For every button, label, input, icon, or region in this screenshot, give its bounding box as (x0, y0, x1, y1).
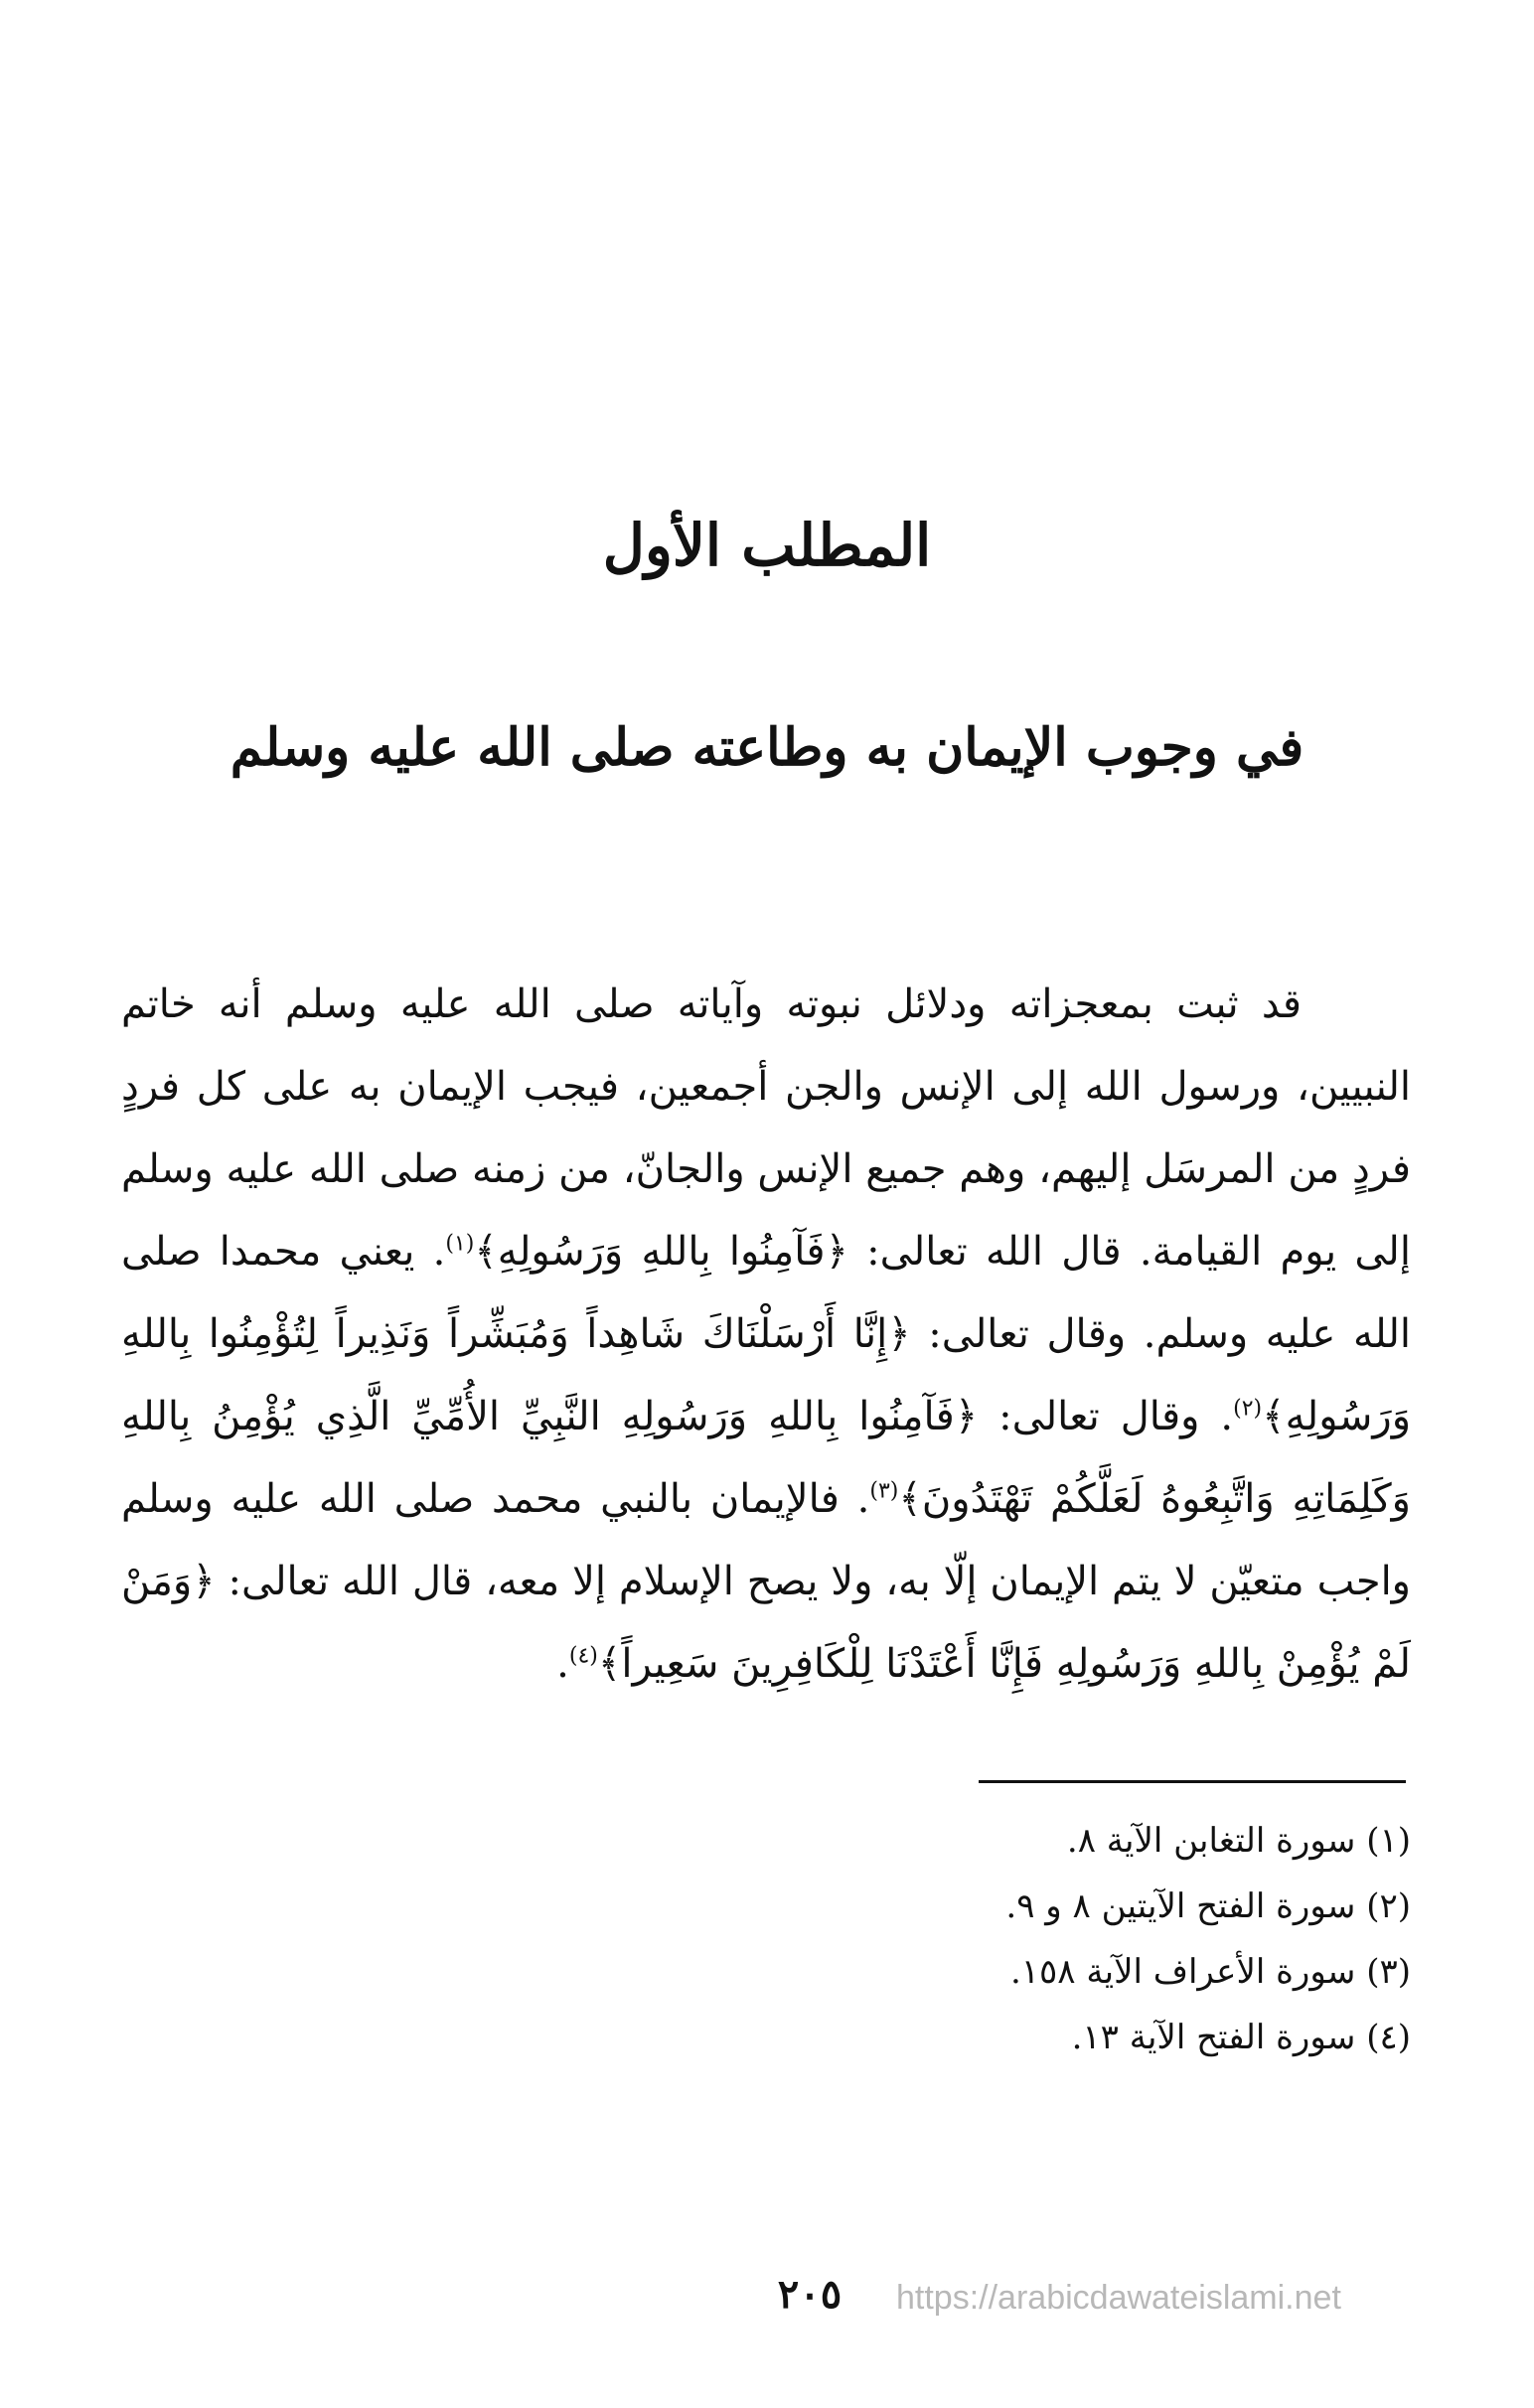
body-sentence-2: . يعني محمدا صلى الله عليه وسلم. وقال تعالى: (121, 1229, 1412, 1357)
quran-verse-3: ﴿فَآمِنُوا بِاللهِ وَرَسُولِهِ النَّبِيِّ الأُمِّيِّ الَّذِي يُؤْمِنُ بِاللهِ وَكَلِمَاتِهِ وَاتَّبِعُوهُ لَعَلَّكُمْ تَهْتَدُونَ﴾ (121, 1394, 1411, 1522)
section-title: المطلب الأول (602, 511, 932, 579)
section-subtitle: في وجوب الإيمان به وطاعته صلى الله عليه وسلم (230, 717, 1304, 779)
footnote-ref-3: (٣) (869, 1478, 899, 1504)
body-paragraph (121, 964, 1411, 1706)
footnote-4: (٤) سورة الفتح الآية ١٣. (1071, 2018, 1411, 2057)
body-sentence-3: . وقال تعالى: (978, 1394, 1234, 1439)
quran-verse-1: ﴿فَآمِنُوا بِاللهِ وَرَسُولِهِ﴾ (474, 1229, 848, 1275)
body-sentence-5: . (556, 1641, 569, 1687)
footnote-separator (979, 1780, 1406, 1783)
body-sentence-4: . فالإيمان بالنبي محمد صلى الله عليه وسلم واجب متعيّن لا يتم الإيمان إلّا به، ولا يصح الإسلام إلا معه، قال الله تعالى: (121, 1476, 1411, 1604)
footnote-3: (٣) سورة الأعراف الآية ١٥٨. (1009, 1952, 1411, 1992)
footnote-ref-2: (٢) (1233, 1396, 1263, 1422)
footnote-ref-1: (١) (445, 1231, 475, 1257)
quran-verse-2: ﴿إِنَّا أَرْسَلْنَاكَ شَاهِداً وَمُبَشِّراً وَنَذِيراً لِتُؤْمِنُوا بِاللهِ وَرَسُولِهِ﴾ (121, 1311, 1412, 1439)
footnote-ref-4: (٤) (568, 1643, 598, 1669)
quran-verse-4: ﴿وَمَنْ لَمْ يُؤْمِنْ بِاللهِ وَرَسُولِهِ فَإِنَّا أَعْتَدْنَا لِلْكَافِرِينَ سَعِيراً﴾ (121, 1559, 1411, 1687)
footnote-2: (٢) سورة الفتح الآيتين ٨ و ٩. (1005, 1886, 1411, 1926)
watermark-url: https://arabicdawateislami.net (896, 2279, 1341, 2317)
footnotes-list (695, 1808, 1411, 2070)
body-sentence-1: قد ثبت بمعجزاته ودلائل نبوته وآياته صلى الله عليه وسلم أنه خاتم النبيين، ورسول الله إلى الإنس والجن أجمعين، فيجب الإيمان به على كل فردٍ فردٍ من المرسَل إليهم، وهم جميع الإنس والجانّ، من زمنه صلى الله عليه وسلم إلى يوم القيامة. قال الله تعالى: (121, 981, 1411, 1275)
footnote-1: (١) سورة التغابن الآية ٨. (1066, 1821, 1411, 1861)
page-number: ٢٠٥ (777, 2271, 843, 2318)
paragraph (121, 964, 1411, 1706)
